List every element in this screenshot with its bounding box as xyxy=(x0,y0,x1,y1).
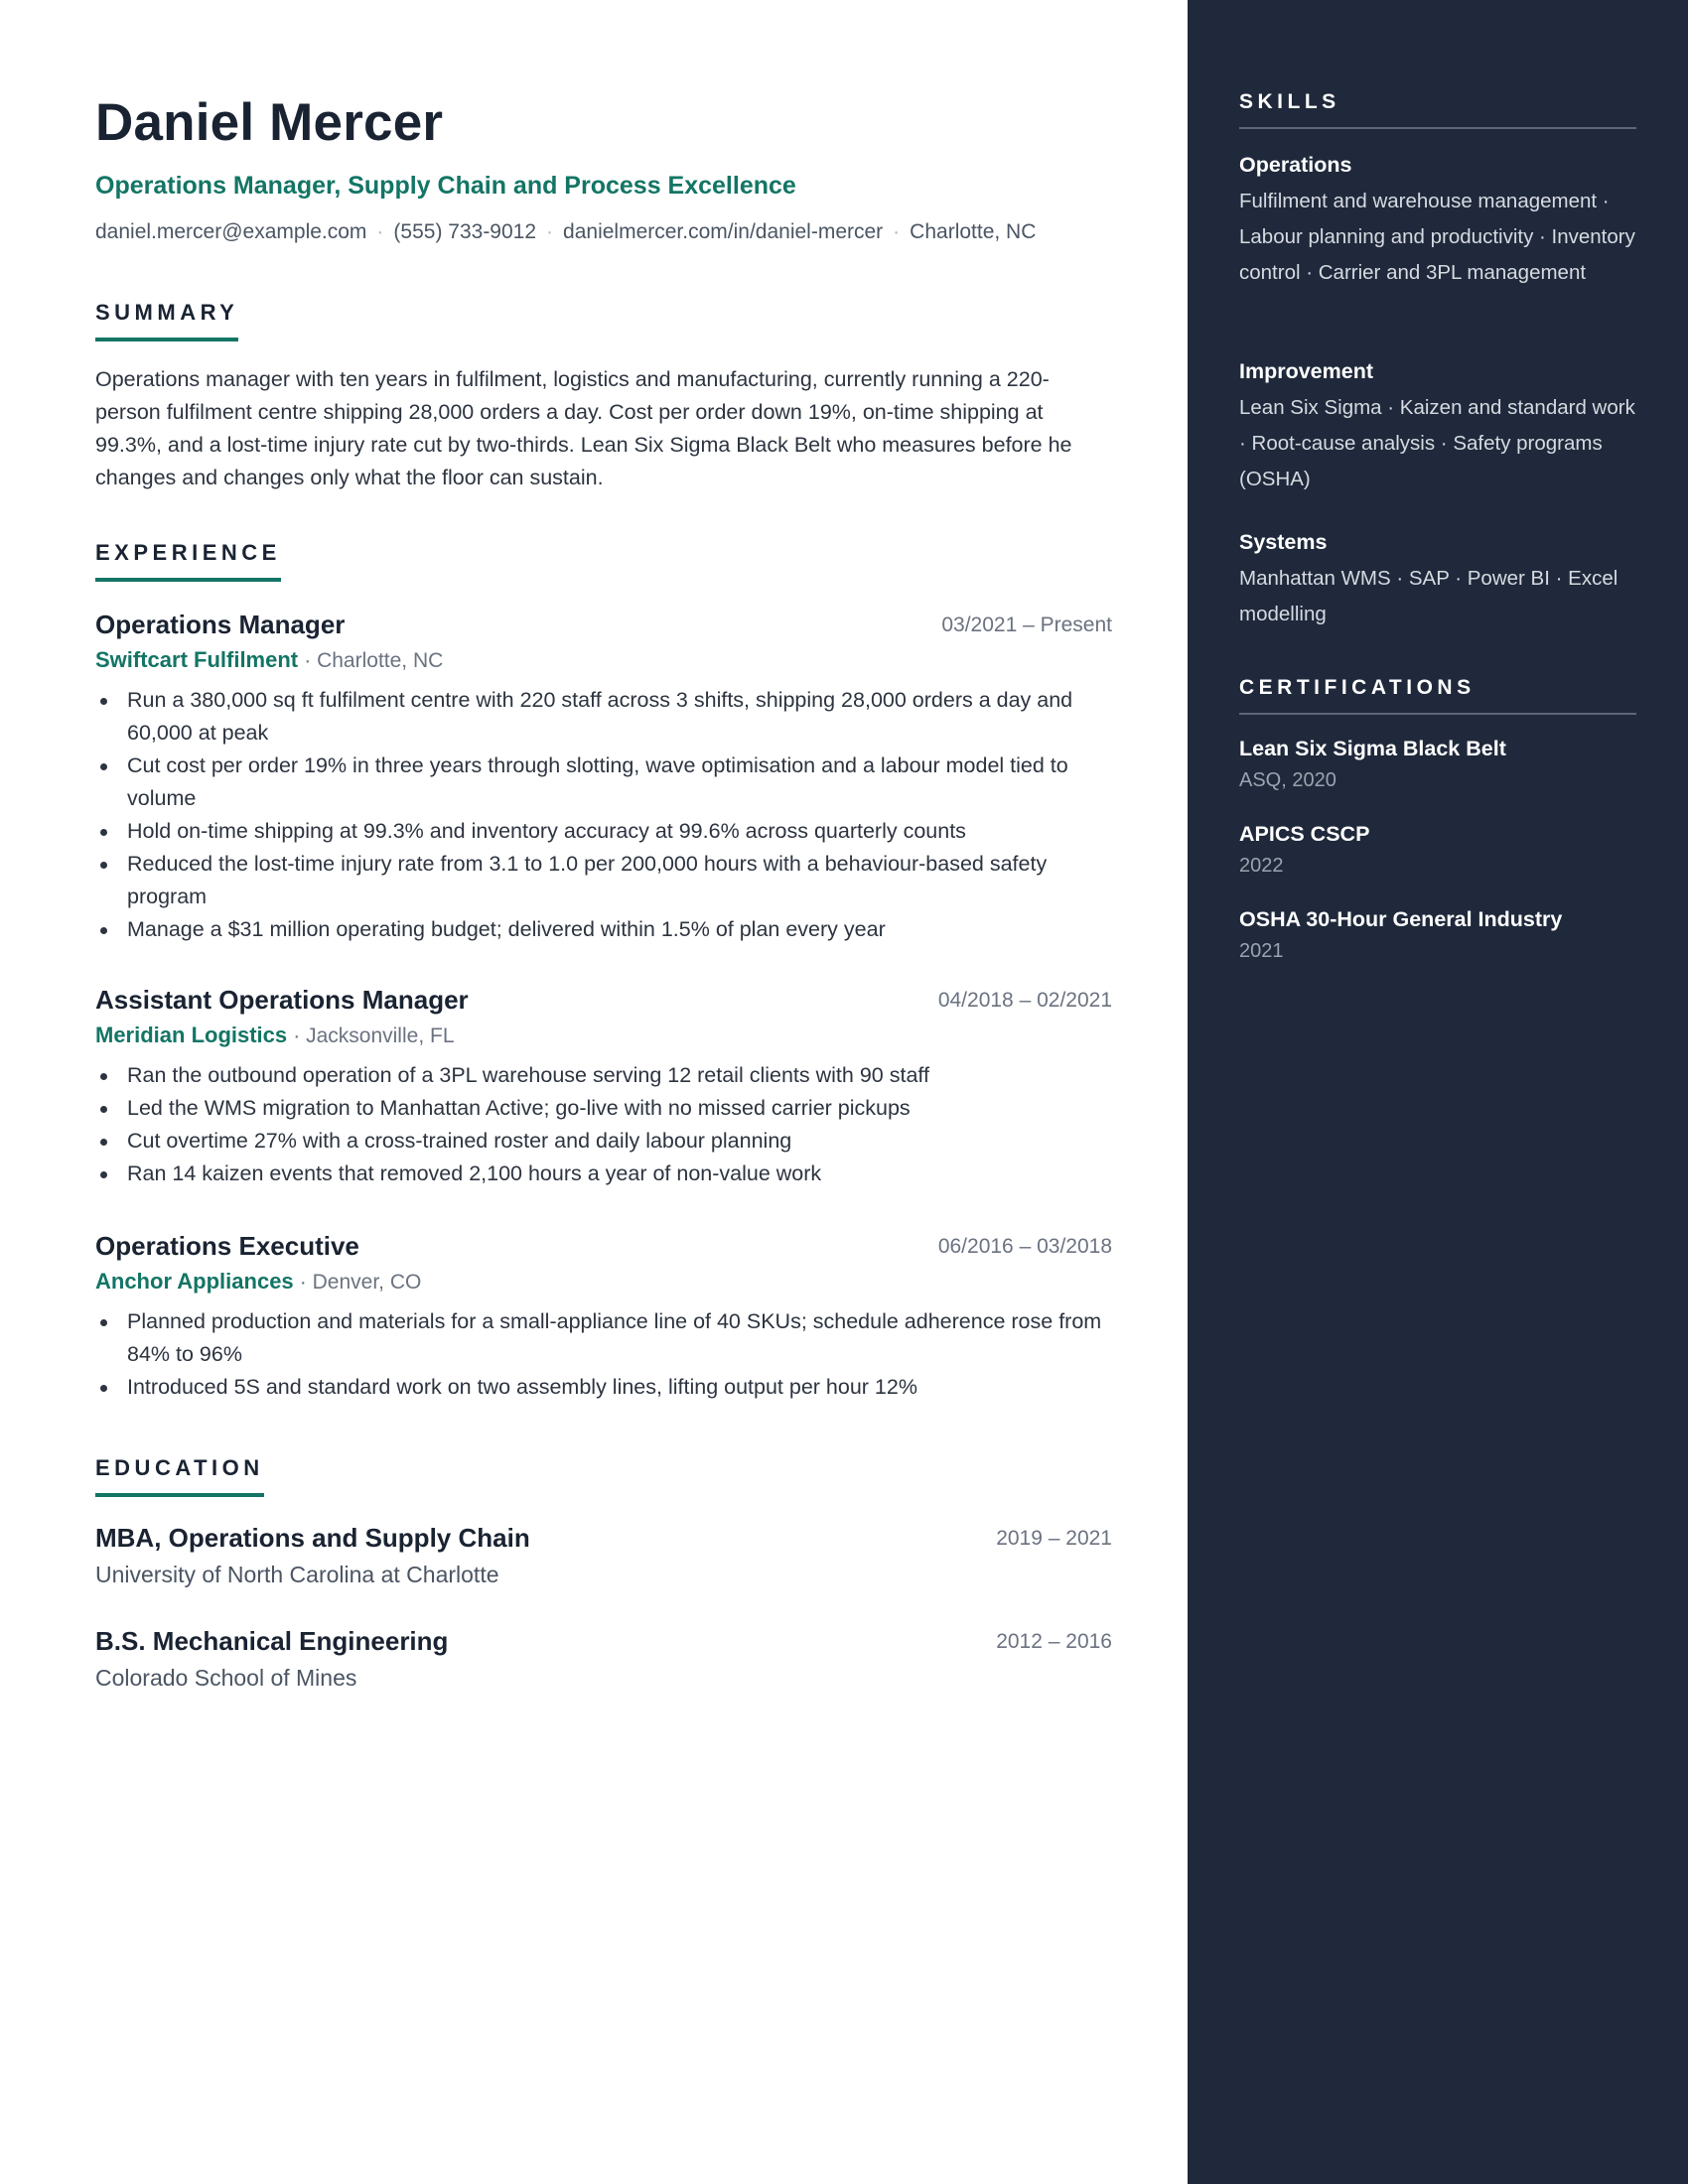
sidebar xyxy=(1188,0,1688,2184)
bullet-item: Manage a $31 million operating budget; delivered within 1.5% of plan every year xyxy=(95,913,1112,946)
skill-group xyxy=(1239,150,1636,291)
certifications-heading: CERTIFICATIONS xyxy=(1239,675,1636,715)
degree: B.S. Mechanical Engineering xyxy=(95,1626,449,1656)
company-location: · Jacksonville, FL xyxy=(293,1024,455,1047)
bullet-item: Introduced 5S and standard work on two assembly lines, lifting output per hour 12% xyxy=(95,1371,1112,1404)
certification xyxy=(1239,819,1636,881)
job-dates: 04/2018 – 02/2021 xyxy=(937,989,1112,1012)
job-entry xyxy=(95,983,1112,1190)
education-heading: EDUCATION xyxy=(95,1455,264,1497)
bullet-item: Cut cost per order 19% in three years through slotting, wave optimisation and a labour model tied to volume xyxy=(95,750,1112,815)
job-bullets xyxy=(95,1059,1112,1190)
contact-website[interactable]: danielmercer.com/in/daniel-mercer xyxy=(563,220,884,243)
contact-separator: · xyxy=(376,220,384,243)
contact-separator: · xyxy=(893,220,901,243)
contact-line xyxy=(95,218,1036,246)
skill-group xyxy=(1239,356,1636,497)
school: University of North Carolina at Charlotte xyxy=(95,1562,499,1587)
bullet-item: Run a 380,000 sq ft fulfilment centre with 220 staff across 3 shifts, shipping 28,000 orders a day and 60,000 at peak xyxy=(95,684,1112,750)
school: Colorado School of Mines xyxy=(95,1665,357,1691)
company-location: · Charlotte, NC xyxy=(304,649,444,672)
job-bullets xyxy=(95,684,1112,946)
education-entry xyxy=(95,1521,1112,1590)
job-title: Operations Executive xyxy=(95,1231,359,1261)
skill-group-heading: Improvement xyxy=(1239,359,1374,383)
bullet-item: Ran 14 kaizen events that removed 2,100 hours a year of non-value work xyxy=(95,1158,1112,1190)
education-dates: 2012 – 2016 xyxy=(996,1630,1112,1653)
certification-meta: 2022 xyxy=(1239,855,1284,877)
skills-heading: SKILLS xyxy=(1239,89,1636,129)
certification-meta: ASQ, 2020 xyxy=(1239,769,1336,791)
job-dates: 06/2016 – 03/2018 xyxy=(937,1235,1112,1258)
job-title: Assistant Operations Manager xyxy=(95,985,469,1015)
job-entry xyxy=(95,608,1112,946)
contact-separator: · xyxy=(546,220,554,243)
job-title: Operations Manager xyxy=(95,610,346,639)
summary-heading: SUMMARY xyxy=(95,300,238,341)
summary-text: Operations manager with ten years in fulfilment, logistics and manufacturing, currently running a 220-person fulfilment centre shipping 28,000 orders a day. Cost per order down 19%, on-time shipping at 99.3%, and a lost-time injury rate cut by two-thirds. Lean Six Sigma Black Belt who measures before he changes and changes only what the floor can sustain. xyxy=(95,367,1072,489)
company-name: Swiftcart Fulfilment xyxy=(95,647,299,672)
bullet-item: Reduced the lost-time injury rate from 3.1 to 1.0 per 200,000 hours with a behaviour-based safety program xyxy=(95,848,1112,913)
bullet-item: Hold on-time shipping at 99.3% and inventory accuracy at 99.6% across quarterly counts xyxy=(95,815,1112,848)
certification xyxy=(1239,734,1636,795)
company-location: · Denver, CO xyxy=(299,1271,422,1294)
job-dates: 03/2021 – Present xyxy=(941,614,1112,636)
headline: Operations Manager, Supply Chain and Process Excellence xyxy=(95,172,796,200)
contact-email[interactable]: daniel.mercer@example.com xyxy=(95,220,367,243)
skill-group xyxy=(1239,527,1636,632)
job-bullets xyxy=(95,1305,1112,1404)
skill-group-heading: Systems xyxy=(1239,530,1328,554)
skill-group-text: Manhattan WMS · SAP · Power BI · Excel modelling xyxy=(1239,567,1618,625)
job-entry xyxy=(95,1229,1112,1404)
bullet-item: Planned production and materials for a small-appliance line of 40 SKUs; schedule adherence rose from 84% to 96% xyxy=(95,1305,1112,1371)
skill-group-text: Lean Six Sigma · Kaizen and standard work · Root-cause analysis · Safety programs (OSHA) xyxy=(1239,396,1635,490)
candidate-name: Daniel Mercer xyxy=(95,93,444,152)
bullet-item: Led the WMS migration to Manhattan Active; go-live with no missed carrier pickups xyxy=(95,1092,1112,1125)
bullet-item: Cut overtime 27% with a cross-trained roster and daily labour planning xyxy=(95,1125,1112,1158)
certification-name: APICS CSCP xyxy=(1239,822,1370,846)
contact-phone[interactable]: (555) 733-9012 xyxy=(393,220,537,243)
certification xyxy=(1239,904,1636,966)
experience-heading: EXPERIENCE xyxy=(95,540,281,582)
certification-name: Lean Six Sigma Black Belt xyxy=(1239,737,1506,760)
certification-name: OSHA 30-Hour General Industry xyxy=(1239,907,1563,931)
company-name: Meridian Logistics xyxy=(95,1023,288,1047)
skill-group-heading: Operations xyxy=(1239,153,1352,177)
degree: MBA, Operations and Supply Chain xyxy=(95,1523,530,1553)
education-entry xyxy=(95,1624,1112,1694)
skill-group-text: Fulfilment and warehouse management · Labour planning and productivity · Inventory control · Carrier and 3PL management xyxy=(1239,190,1635,284)
company-name: Anchor Appliances xyxy=(95,1269,294,1294)
bullet-item: Ran the outbound operation of a 3PL warehouse serving 12 retail clients with 90 staff xyxy=(95,1059,1112,1092)
contact-location: Charlotte, NC xyxy=(910,220,1037,243)
certification-meta: 2021 xyxy=(1239,940,1284,962)
education-dates: 2019 – 2021 xyxy=(996,1527,1112,1550)
